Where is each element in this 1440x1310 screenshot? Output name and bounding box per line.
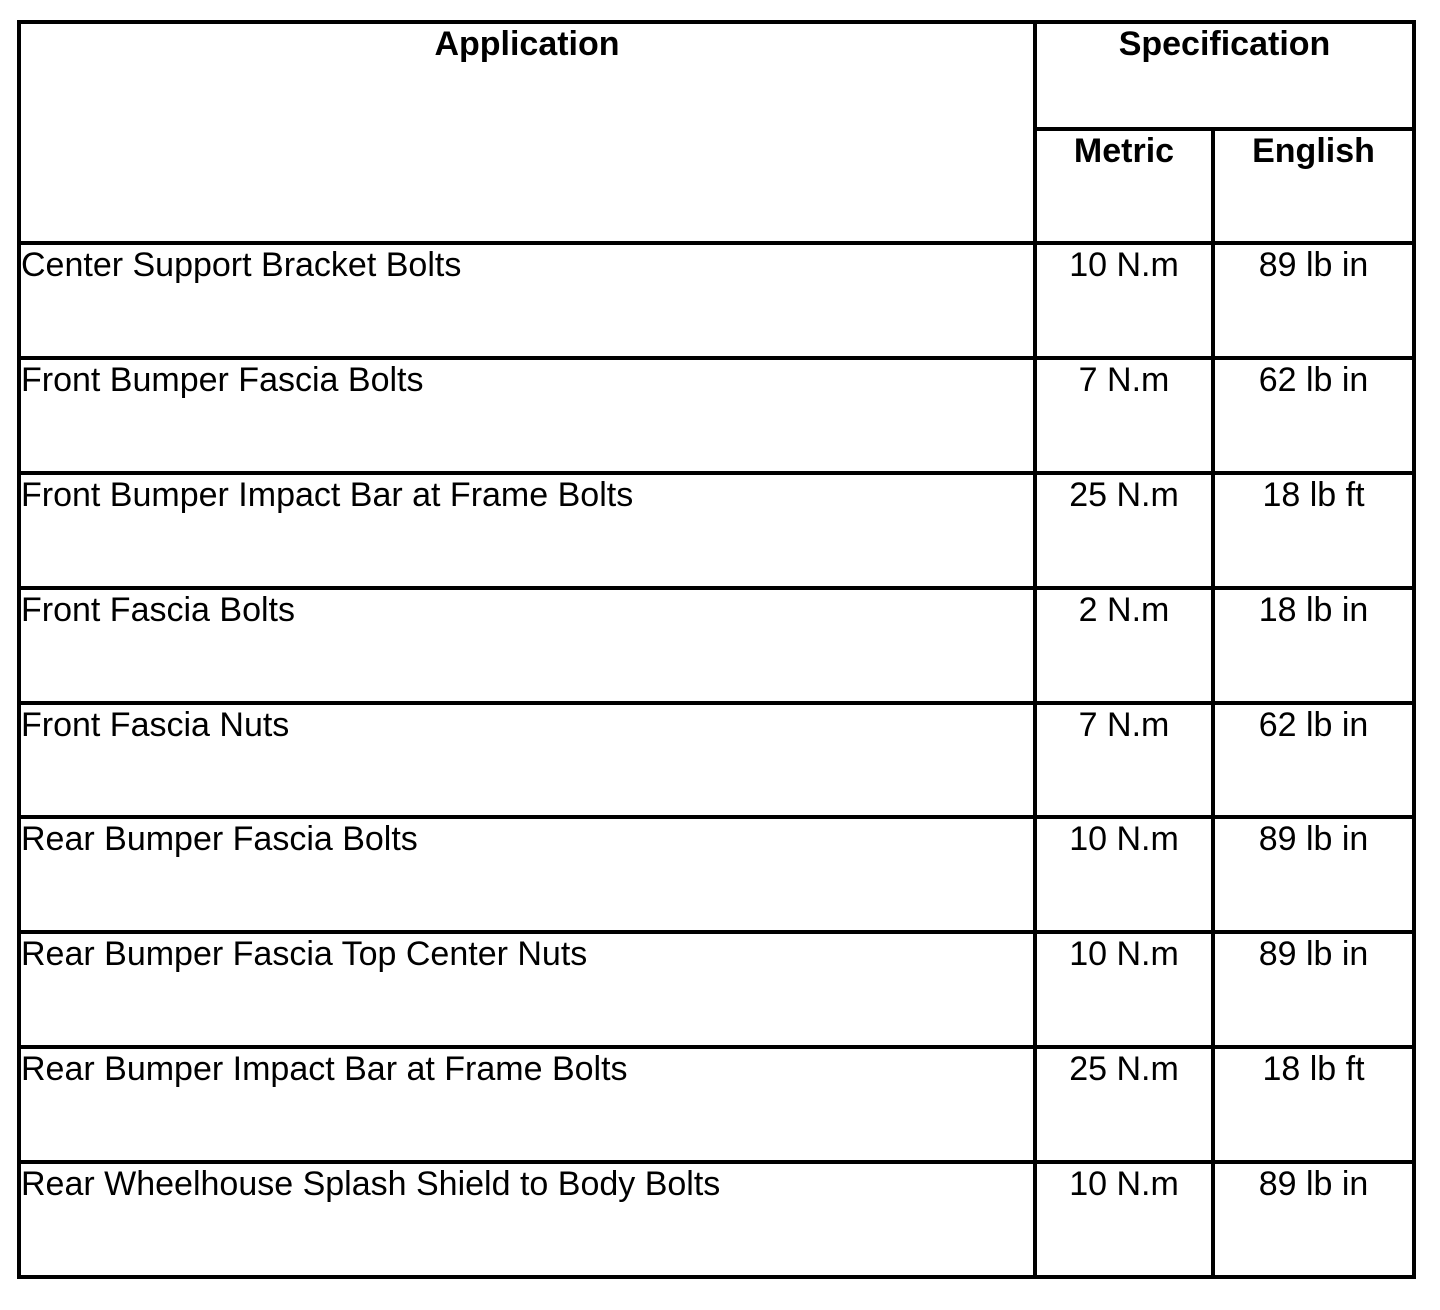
header-specification: Specification <box>1035 22 1414 129</box>
metric-cell: 10 N.m <box>1035 932 1213 1047</box>
english-cell: 18 lb ft <box>1213 1047 1414 1162</box>
table-row <box>19 473 1414 588</box>
metric-cell: 10 N.m <box>1035 243 1213 358</box>
table-header <box>19 22 1414 243</box>
english-cell: 18 lb ft <box>1213 473 1414 588</box>
english-cell: 62 lb in <box>1213 703 1414 818</box>
table-body <box>19 243 1414 1277</box>
table-row <box>19 703 1414 818</box>
torque-spec-table <box>17 20 1416 1279</box>
table-row <box>19 817 1414 932</box>
application-cell: Front Fascia Bolts <box>19 588 1035 703</box>
english-cell: 62 lb in <box>1213 358 1414 473</box>
application-cell: Front Fascia Nuts <box>19 703 1035 818</box>
table-row <box>19 358 1414 473</box>
header-metric: Metric <box>1035 129 1213 243</box>
metric-cell: 10 N.m <box>1035 1162 1213 1277</box>
header-english: English <box>1213 129 1414 243</box>
english-cell: 89 lb in <box>1213 1162 1414 1277</box>
application-cell: Rear Bumper Impact Bar at Frame Bolts <box>19 1047 1035 1162</box>
application-cell: Rear Bumper Fascia Top Center Nuts <box>19 932 1035 1047</box>
application-cell: Center Support Bracket Bolts <box>19 243 1035 358</box>
metric-cell: 7 N.m <box>1035 358 1213 473</box>
header-application: Application <box>19 22 1035 243</box>
metric-cell: 10 N.m <box>1035 817 1213 932</box>
table-row <box>19 932 1414 1047</box>
application-cell: Front Bumper Impact Bar at Frame Bolts <box>19 473 1035 588</box>
english-cell: 89 lb in <box>1213 243 1414 358</box>
metric-cell: 25 N.m <box>1035 473 1213 588</box>
table-row <box>19 243 1414 358</box>
english-cell: 89 lb in <box>1213 932 1414 1047</box>
metric-cell: 2 N.m <box>1035 588 1213 703</box>
table-row <box>19 588 1414 703</box>
table-row <box>19 1047 1414 1162</box>
application-cell: Front Bumper Fascia Bolts <box>19 358 1035 473</box>
metric-cell: 25 N.m <box>1035 1047 1213 1162</box>
metric-cell: 7 N.m <box>1035 703 1213 818</box>
application-cell: Rear Wheelhouse Splash Shield to Body Bolts <box>19 1162 1035 1277</box>
application-cell: Rear Bumper Fascia Bolts <box>19 817 1035 932</box>
table-row <box>19 1162 1414 1277</box>
english-cell: 18 lb in <box>1213 588 1414 703</box>
english-cell: 89 lb in <box>1213 817 1414 932</box>
